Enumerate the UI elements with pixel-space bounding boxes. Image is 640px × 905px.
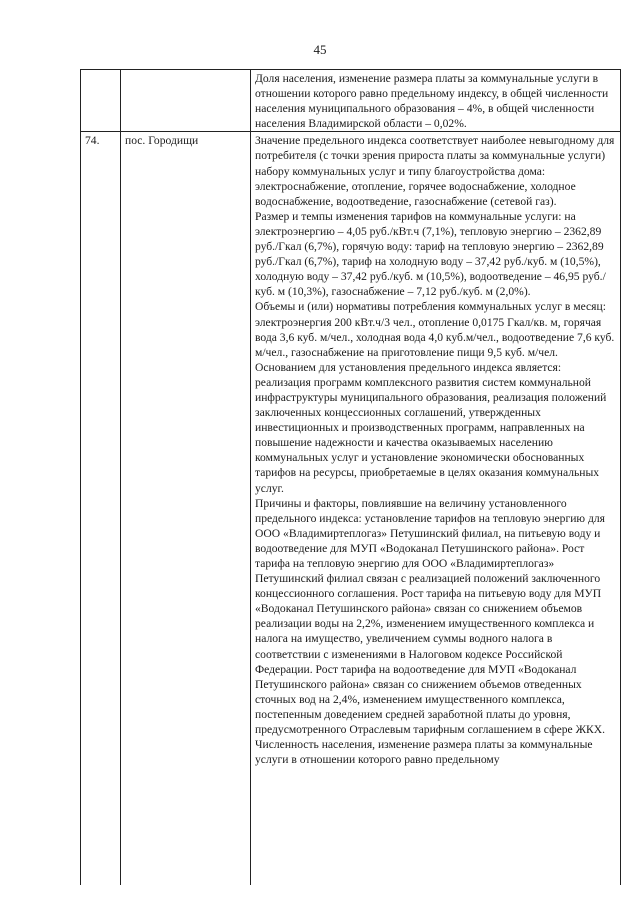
description-paragraph: Основанием для установления предельного индекса является: реализация программ комплексного развития систем коммунальной инфраструктуры муниципального образования, реализация положений заключенных концессионных соглашений, утвержденных инвестиционных и производственных программ, направленных на повышение надежности и качества оказываемых населению коммунальных услуг и установление экономически обоснованных тарифов на ресурсы, приобретаемые в целях оказания коммунальных услуг. — [255, 360, 607, 495]
description-cell — [251, 132, 621, 886]
description-paragraph: Численность населения, изменение размера платы за коммунальные услуги в отношении которого равно предельному — [255, 738, 593, 767]
settlement-cell — [121, 132, 251, 886]
tariff-table — [80, 69, 621, 885]
settlement-cell — [121, 70, 251, 132]
description-paragraph: Объемы и (или) нормативы потребления коммунальных услуг в месяц: электроэнергия 200 кВт.ч/3 чел., отопление 0,0175 Гкал/кв. м, горячая вода 3,6 куб. м/чел., холодная вода 4,0 куб.м/чел., водоотведение 7,6 куб. м/чел., газоснабжение на приготовление пищи 9,5 куб. м/чел. — [255, 300, 615, 359]
table-row — [81, 70, 621, 132]
row-number-cell — [81, 70, 121, 132]
description-paragraph: Размер и темпы изменения тарифов на коммунальные услуги: на электроэнергию – 4,05 руб./кВт.ч (7,1%), тепловую энергию – 2362,89 руб./Гкал (6,7%), горячую воду: тариф на тепловую энергию – 2362,89 руб./Гкал (6,7%), тариф на холодную воду – 37,42 руб./куб. м (10,5%), холодную воду – 37,42 руб./куб. м (10,5%), водоотведение – 46,95 руб./куб. м (10,3%), газоснабжение – 7,12 руб./куб. м (2,0%). — [255, 209, 606, 299]
description-cell — [251, 70, 621, 132]
page-number: 45 — [313, 42, 327, 57]
row-number: 74. — [85, 134, 100, 148]
row-number-cell — [81, 132, 121, 886]
description-paragraph: Причины и факторы, повлиявшие на величину установленного предельного индекса: установление тарифов на тепловую энергию для ООО «Владимиртеплогаз» Петушинский филиал, на питьевую воду и водоотведение для МУП «Водоканал Петушинского района». Рост тарифа на тепловую энергию для ООО «Владимиртеплогаз» Петушинский филиал связан с реализацией положений заключенного концессионного соглашения. Рост тарифа на питьевую воду для МУП «Водоканал Петушинского района» связан со снижением объемов реализации воды на 2,2%, изменением имущественного комплекса и налога на имущество, увеличением суммы водного налога в соответствии с изменениями в Налоговом кодексе Российской Федерации. Рост тарифа на водоотведение для МУП «Водоканал Петушинского района» связан со снижением объемов отведенных сточных вод на 2,4%, изменением имущественного комплекса, постепенным доведением средней заработной платы до уровня, предусмотренного Отраслевым тарифным соглашением в сфере ЖКХ. — [255, 496, 606, 737]
description-body — [255, 133, 616, 885]
settlement-name: пос. Городищи — [125, 134, 199, 148]
description-paragraph: Доля населения, изменение размера платы за коммунальные услуги в отношении которого равно предельному индексу, в общей численности населения муниципального образования – 4%, в общей численности населения Владимирской области – 0,02%. — [255, 72, 609, 131]
table-row — [81, 132, 621, 886]
description-paragraph: Значение предельного индекса соответствует наиболее невыгодному для потребителя (с точки зрения прироста платы за коммунальные услуги) набору коммунальных услуг и типу благоустройства дома: электроснабжение, отопление, горячее водоснабжение, холодное водоснабжение, водоотведение, газоснабжение (сетевой газ). — [255, 134, 615, 208]
